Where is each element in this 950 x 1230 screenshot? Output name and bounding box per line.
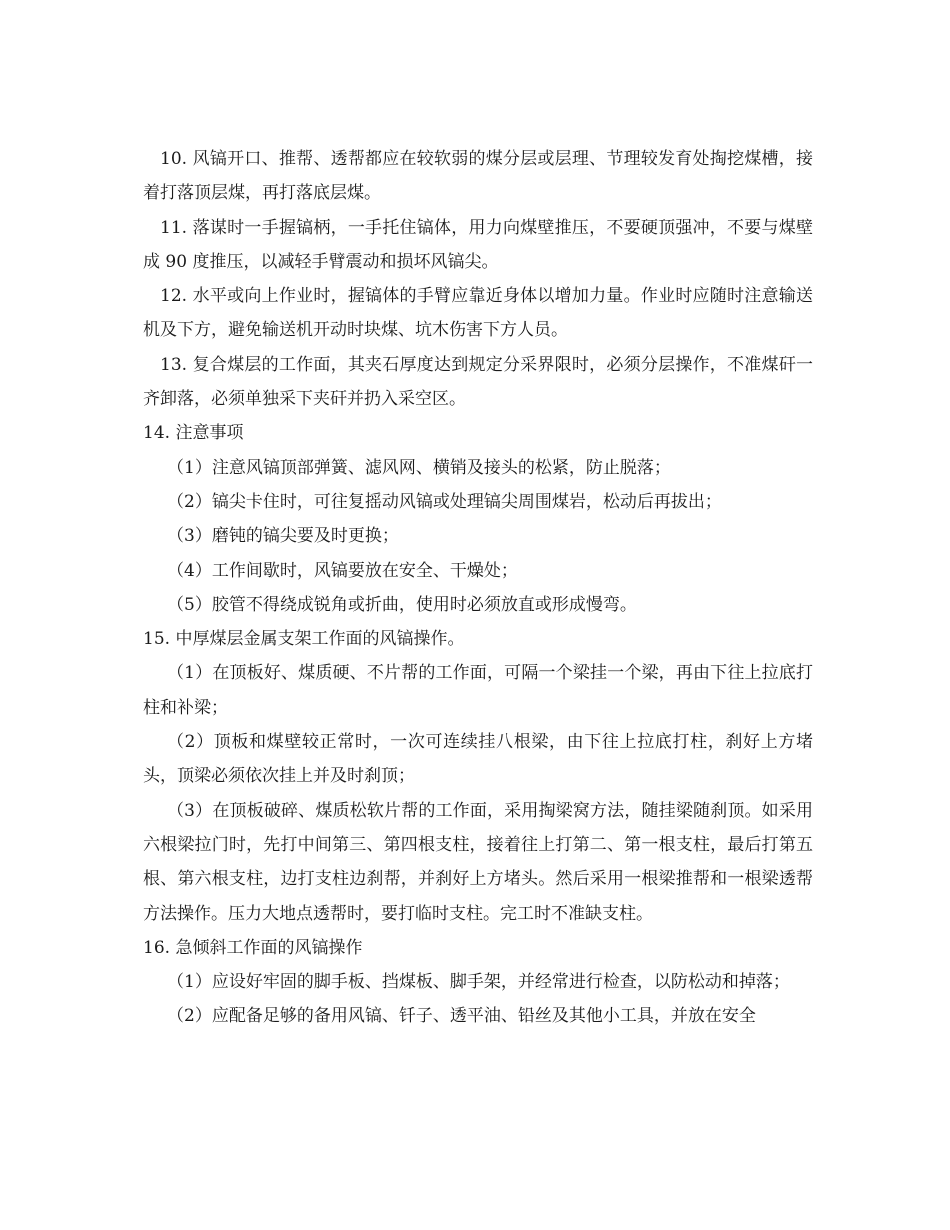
- paragraph-13: 13. 复合煤层的工作面，其夹石厚度达到规定分采界限时，必须分层操作，不准煤矸一齐卸落，必须单独采下夹矸并扔入采空区。: [143, 354, 813, 410]
- paragraph-12: 12. 水平或向上作业时，握镐体的手臂应靠近身体以增加力量。作业时应随时注意输送机及下方，避免输送机开动时块煤、坑木伤害下方人员。: [143, 286, 813, 341]
- section-15-item-3: （3）在顶板破碎、煤质松软片帮的工作面，采用掏梁窝方法，随挂梁随刹顶。如采用六根梁拉门时，先打中间第三、第四根支柱，接着往上打第二、第一根支柱，最后打第五根、第六根支柱，边打支柱边刹帮，并刹好上方堵头。然后采用一根梁推帮和一根梁透帮方法操作。压力大地点透帮时，要打临时支柱。完工时不准缺支柱。: [143, 800, 813, 924]
- section-16-item-2: （2）应配备足够的备用风镐、钎子、透平油、铅丝及其他小工具，并放在安全: [167, 1006, 756, 1027]
- section-14-item-5: （5）胶管不得绕成锐角或折曲，使用时必须放直或形成慢弯。: [167, 594, 637, 615]
- section-14-item-1: （1）注意风镐顶部弹簧、滤风网、横销及接头的松紧，防止脱落；: [167, 457, 671, 478]
- section-14-item-3: （3）磨钝的镐尖要及时更换；: [167, 526, 399, 547]
- document-body: [143, 142, 813, 1034]
- section-14-item-2: （2）镐尖卡住时，可往复摇动风镐或处理镐尖周围煤岩，松动后再拔出；: [167, 491, 722, 512]
- section-15-item-1: （1）在顶板好、煤质硬、不片帮的工作面，可隔一个梁挂一个梁，再由下往上拉底打柱和补梁；: [143, 663, 813, 718]
- section-15-heading: 15. 中厚煤层金属支架工作面的风镐操作。: [143, 629, 465, 650]
- section-16-heading: 16. 急倾斜工作面的风镐操作: [143, 937, 363, 958]
- section-14-heading: 14. 注意事项: [143, 423, 244, 444]
- paragraph-10: 10. 风镐开口、推帮、透帮都应在较软弱的煤分层或层理、节理较发育处掏挖煤槽，接着打落顶层煤，再打落底层煤。: [143, 149, 813, 204]
- section-16-item-1: （1）应设好牢固的脚手板、挡煤板、脚手架，并经常进行检查，以防松动和掉落；: [167, 972, 790, 993]
- section-14-item-4: （4）工作间歇时，风镐要放在安全、干燥处；: [167, 560, 518, 581]
- section-15-item-2: （2）顶板和煤壁较正常时，一次可连续挂八根梁，由下往上拉底打柱，刹好上方堵头，顶梁必须依次挂上并及时刹顶；: [143, 732, 813, 787]
- paragraph-11: 11. 落谋时一手握镐柄，一手托住镐体，用力向煤壁推压，不要硬顶强冲，不要与煤壁成 90 度推压，以减轻手臂震动和损坏风镐尖。: [143, 217, 813, 272]
